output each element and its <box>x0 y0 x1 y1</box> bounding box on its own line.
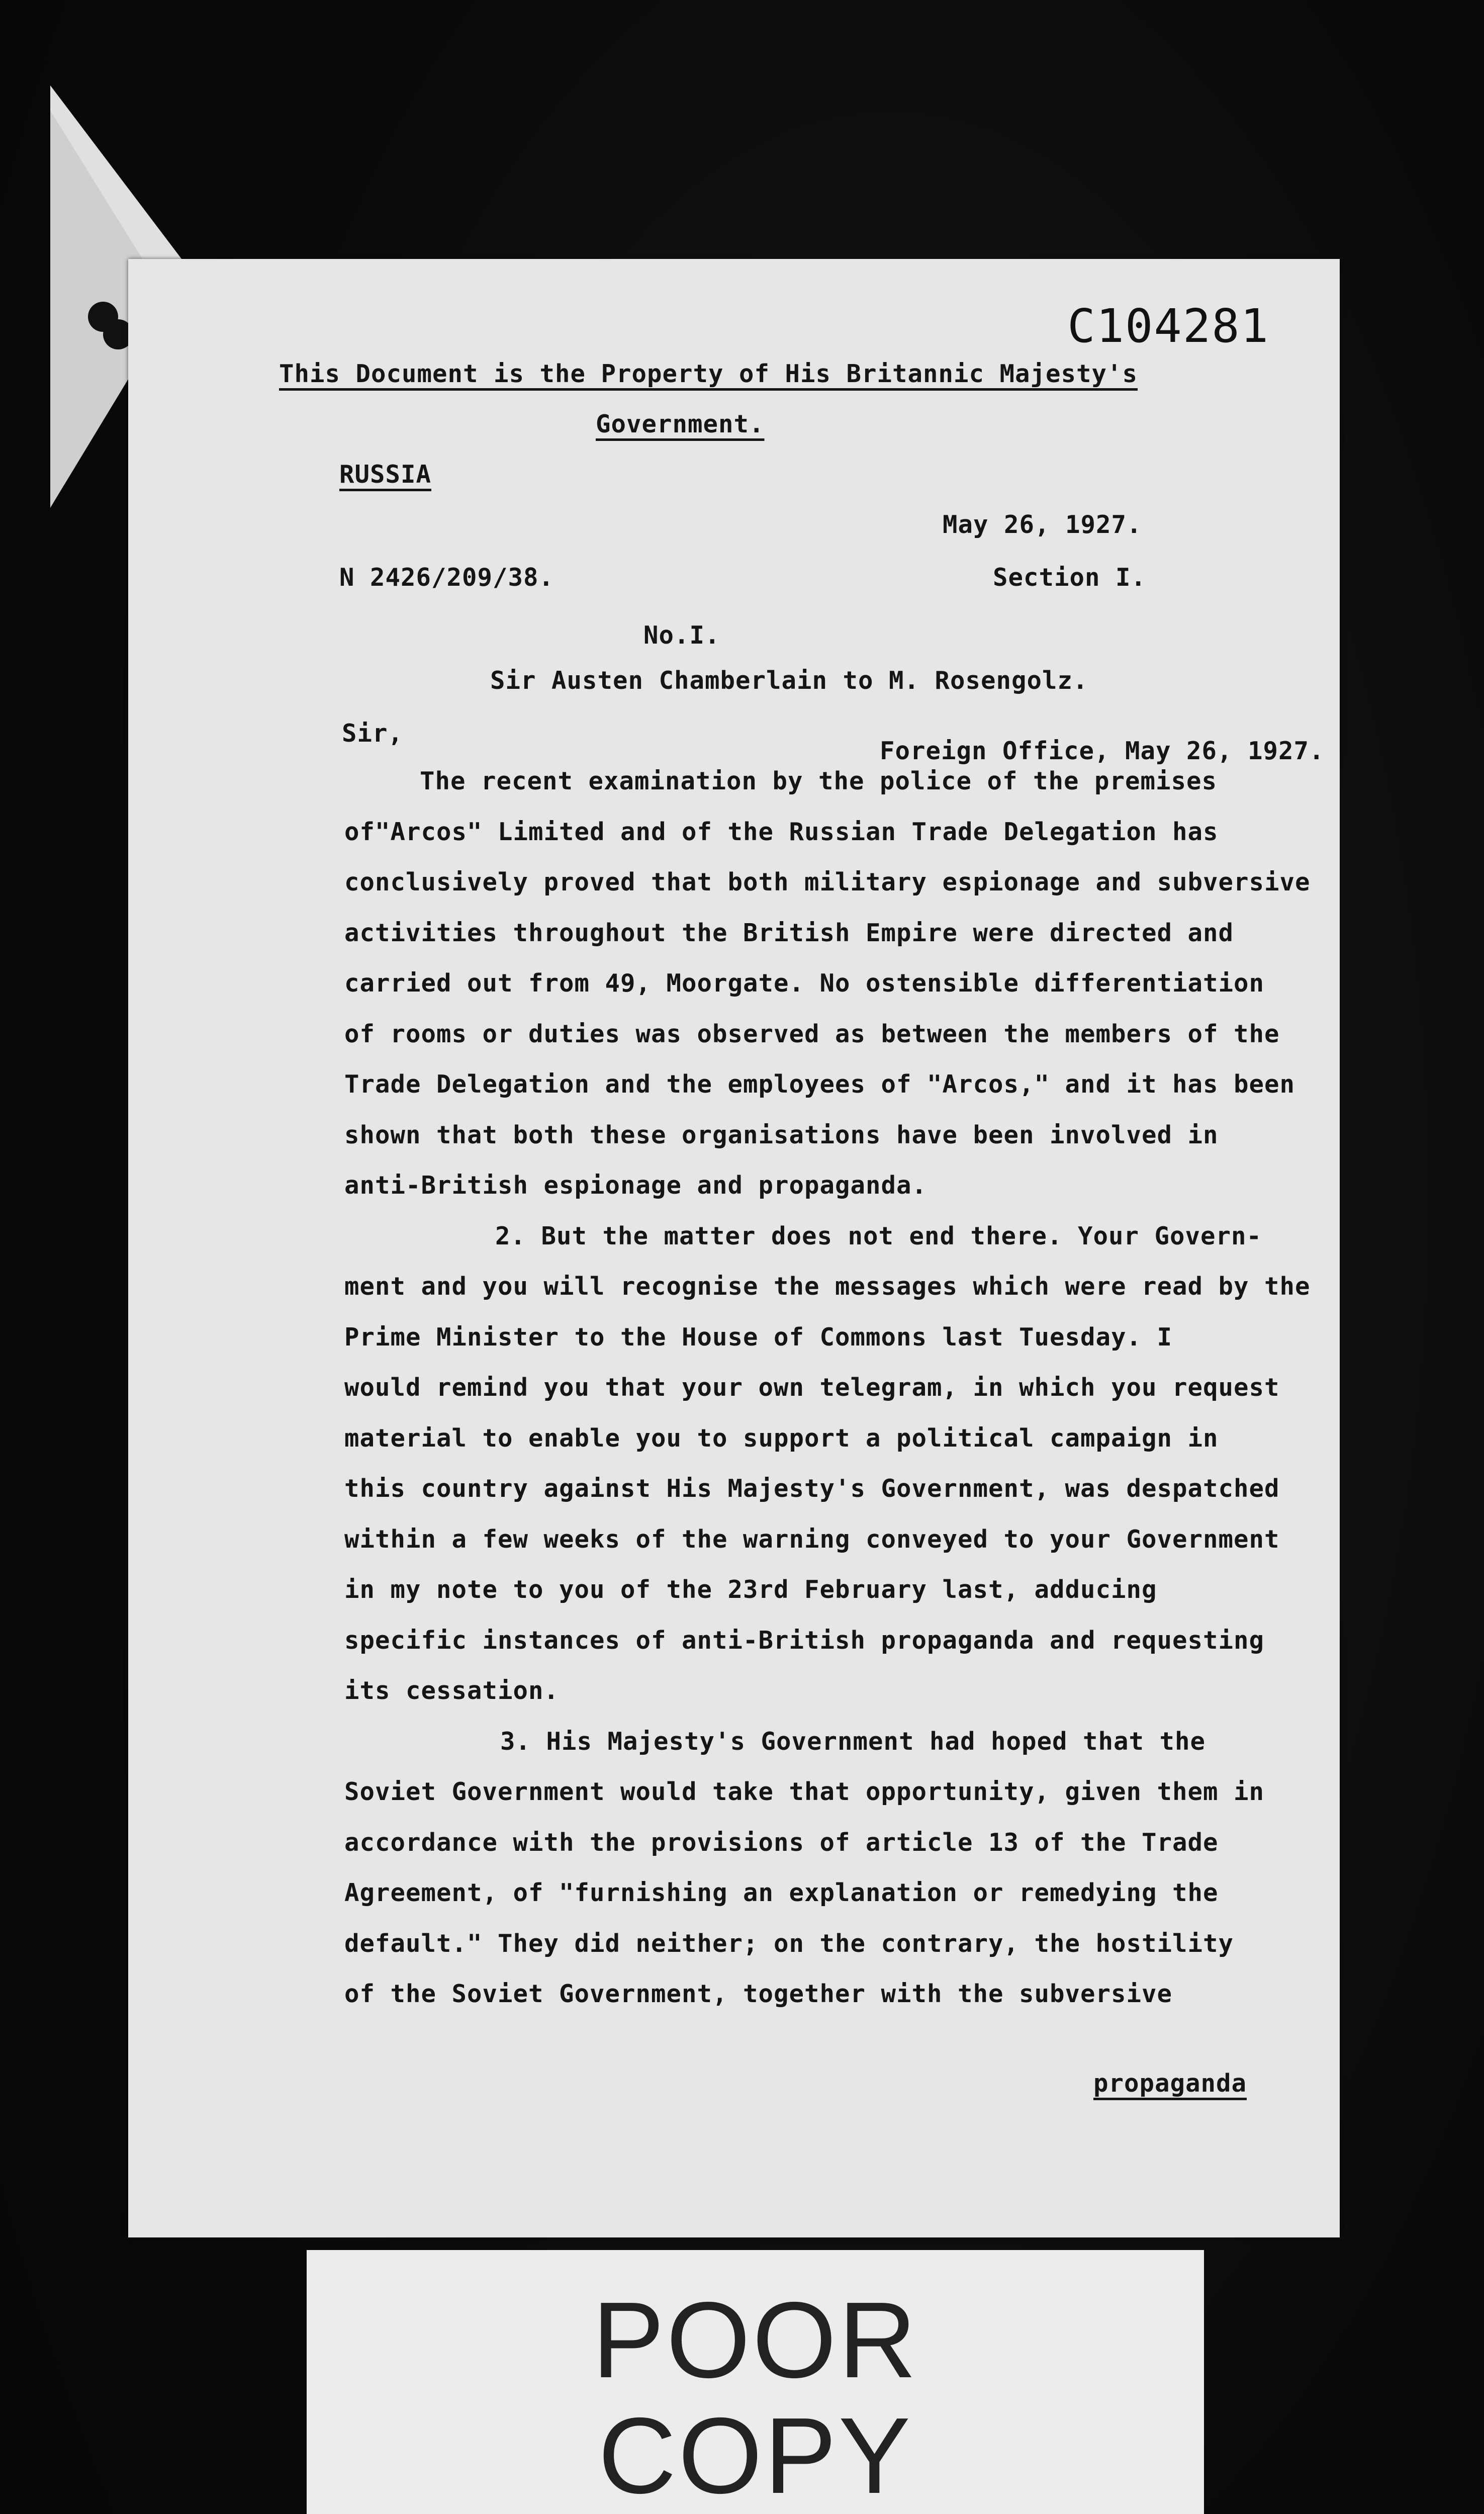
body-line: carried out from 49, Moorgate. No ostensible differentiation <box>344 969 1265 998</box>
salutation: Sir, <box>342 719 404 748</box>
body-line: this country against His Majesty's Government, was despatched <box>344 1474 1280 1503</box>
body-line: Prime Minister to the House of Commons last Tuesday. I <box>344 1323 1173 1352</box>
body-line: ment and you will recognise the messages which were read by the <box>344 1272 1311 1301</box>
country-heading: RUSSIA <box>339 460 432 489</box>
dateline: Foreign Office, May 26, 1927. <box>880 737 1325 765</box>
body-line: in my note to you of the 23rd February last, adducing <box>344 1575 1157 1604</box>
reference-number: N 2426/209/38. <box>339 563 554 592</box>
body-line: accordance with the provisions of article 13 of the Trade <box>344 1828 1219 1857</box>
property-notice-continued: Government. <box>596 410 765 438</box>
catchword: propaganda <box>1093 2069 1247 2098</box>
poor-copy-label <box>307 2250 1204 2514</box>
section-label: Section I. <box>993 563 1147 592</box>
body-line: 3. His Majesty's Government had hoped that the <box>500 1727 1206 1756</box>
body-line: shown that both these organisations have been involved in <box>344 1121 1219 1149</box>
body-line: its cessation. <box>344 1676 560 1705</box>
body-line: within a few weeks of the warning conveyed to your Government <box>344 1525 1280 1554</box>
body-line: default." They did neither; on the contrary, the hostility <box>344 1929 1234 1958</box>
property-notice: This Document is the Property of His Britannic Majesty's <box>279 360 1138 388</box>
body-line: would remind you that your own telegram, in which you request <box>344 1373 1280 1402</box>
body-line: Trade Delegation and the employees of "Arcos," and it has been <box>344 1070 1295 1099</box>
body-line: activities throughout the British Empire were directed and <box>344 919 1234 947</box>
body-line: Agreement, of "furnishing an explanation or remedying the <box>344 1878 1219 1907</box>
letter-page <box>128 259 1340 2237</box>
body-line: specific instances of anti-British propaganda and requesting <box>344 1626 1265 1655</box>
body-line: The recent examination by the police of the premises <box>420 767 1218 795</box>
body-line: of"Arcos" Limited and of the Russian Trade Delegation has <box>344 818 1219 846</box>
item-number: No.I. <box>643 621 720 650</box>
poor-text: POOR <box>592 2279 919 2400</box>
body-line: 2. But the matter does not end there. Your Govern- <box>495 1222 1262 1250</box>
letter-title: Sir Austen Chamberlain to M. Rosengolz. <box>490 666 1088 695</box>
body-line: material to enable you to support a political campaign in <box>344 1424 1219 1453</box>
body-line: Soviet Government would take that opportunity, given them in <box>344 1777 1265 1806</box>
body-line: of the Soviet Government, together with the subversive <box>344 1980 1173 2008</box>
body-line: of rooms or duties was observed as between the members of the <box>344 1020 1280 1048</box>
document-date: May 26, 1927. <box>943 510 1142 539</box>
document-number: C104281 <box>1067 299 1269 353</box>
body-line: conclusively proved that both military espionage and subversive <box>344 868 1311 896</box>
body-line: anti-British espionage and propaganda. <box>344 1171 928 1200</box>
copy-text: COPY <box>598 2395 913 2514</box>
